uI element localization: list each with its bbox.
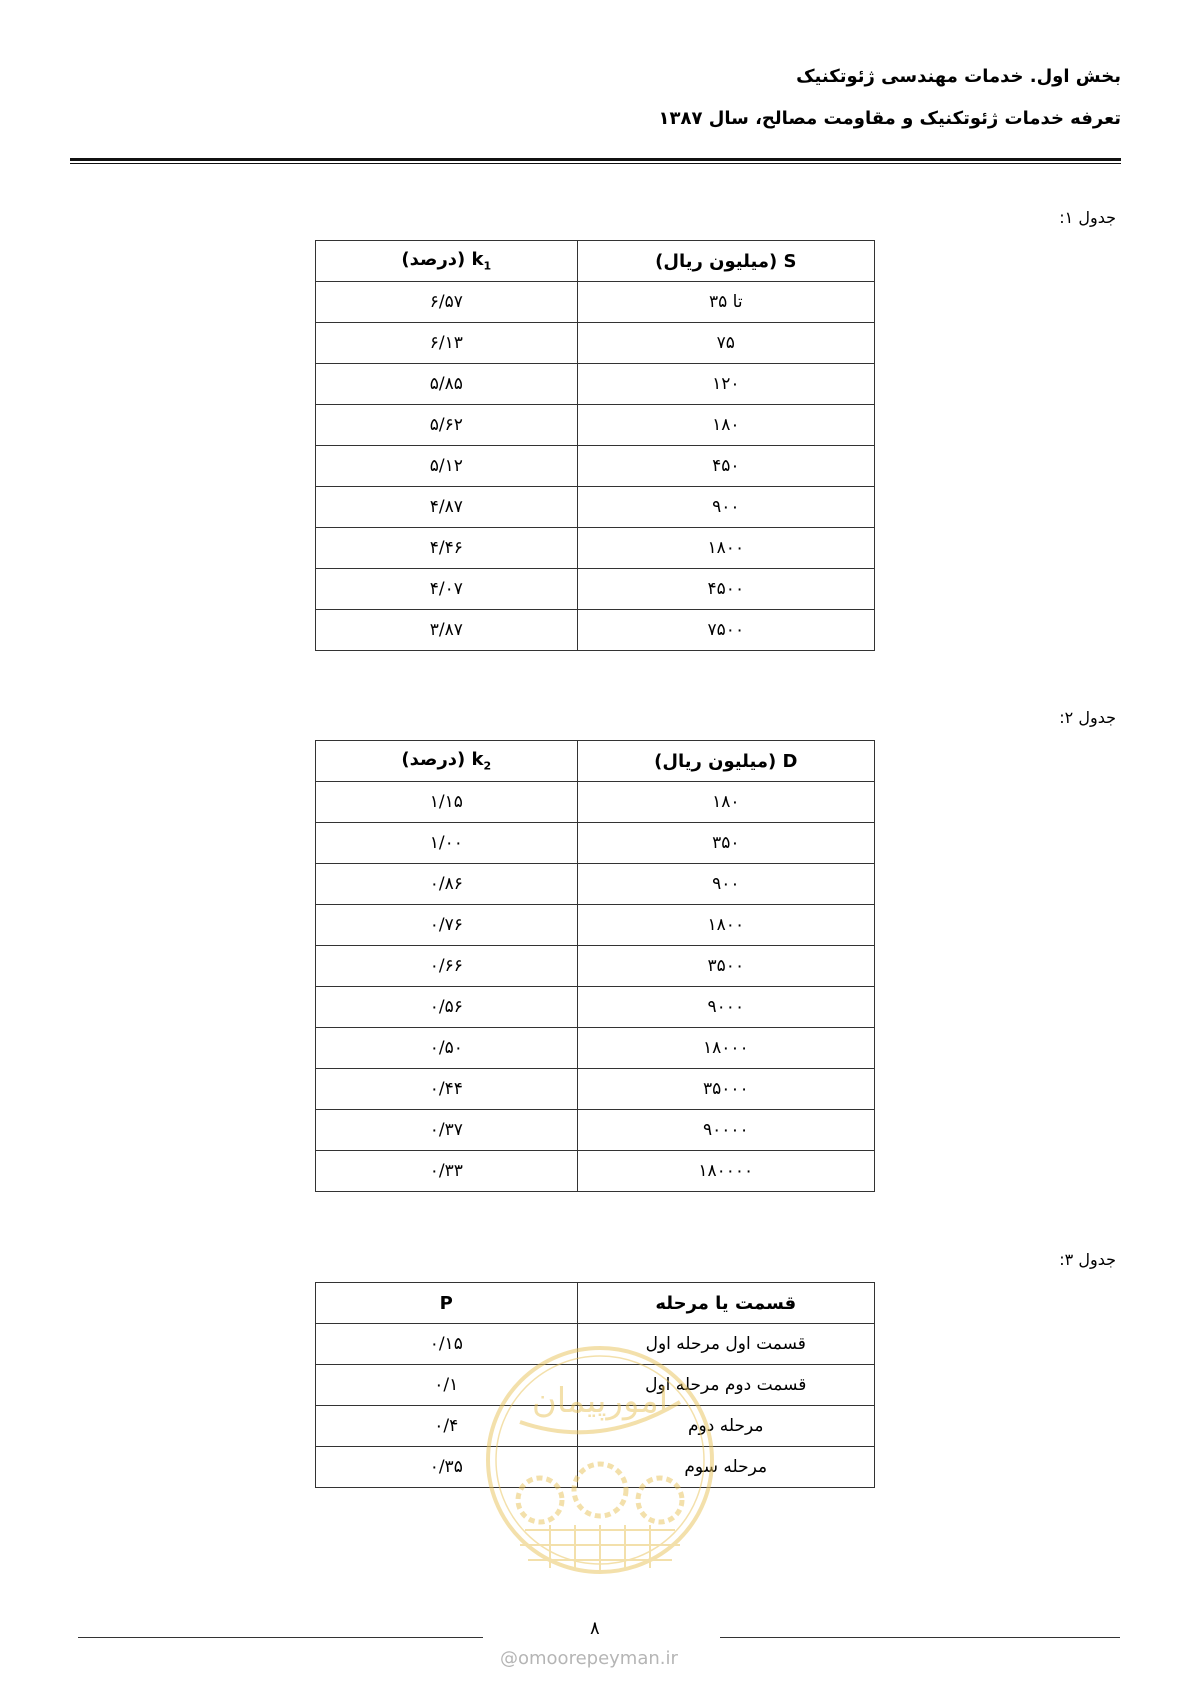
table-row <box>316 1028 875 1069</box>
unit-k2: (درصد) <box>401 749 466 771</box>
cell-s: ۴۵۰ <box>577 446 874 487</box>
section-title: بخش اول. خدمات مهندسی ژئوتکنیک <box>796 66 1121 87</box>
cell-k1: ۶/۱۳ <box>316 323 578 364</box>
table-row <box>316 1151 875 1192</box>
cell-d: ۱۸۰۰۰۰ <box>577 1151 874 1192</box>
cell-k2: ۰/۴۴ <box>316 1069 578 1110</box>
table2-caption: جدول ۲: <box>1059 708 1116 727</box>
cell-s: ۱۸۰ <box>577 405 874 446</box>
footer-rule-right <box>720 1637 1120 1638</box>
table-row <box>316 905 875 946</box>
cell-p: ۰/۱۵ <box>316 1324 578 1365</box>
table-row <box>316 487 875 528</box>
table-row <box>316 528 875 569</box>
cell-k1: ۴/۴۶ <box>316 528 578 569</box>
cell-k2: ۰/۳۷ <box>316 1110 578 1151</box>
table-row <box>316 782 875 823</box>
unit-k1: (درصد) <box>401 249 466 271</box>
cell-d: ۳۵۰۰ <box>577 946 874 987</box>
table-row <box>316 946 875 987</box>
unit-d: (میلیون ریال) <box>654 750 777 772</box>
cell-stage: قسمت اول مرحله اول <box>577 1324 874 1365</box>
cell-k1: ۳/۸۷ <box>316 610 578 651</box>
table-row <box>316 282 875 323</box>
cell-s: ۱۲۰ <box>577 364 874 405</box>
cell-k2: ۱/۱۵ <box>316 782 578 823</box>
table2-header-k2 <box>316 741 578 782</box>
cell-k1: ۶/۵۷ <box>316 282 578 323</box>
watermark-site-url: @omoorepeyman.ir <box>500 1648 678 1669</box>
var-k1: $k_1$ <box>471 249 492 273</box>
cell-k2: ۰/۵۰ <box>316 1028 578 1069</box>
cell-s: تا ۳۵ <box>577 282 874 323</box>
table-row <box>316 405 875 446</box>
var-d: D <box>782 750 798 772</box>
cell-d: ۹۰۰۰۰ <box>577 1110 874 1151</box>
cell-d: ۳۵۰۰۰ <box>577 1069 874 1110</box>
table2 <box>315 740 875 1192</box>
table3-header-p: P <box>316 1283 578 1324</box>
cell-k2: ۰/۳۳ <box>316 1151 578 1192</box>
table-row <box>316 569 875 610</box>
footer-rule-left <box>78 1637 483 1638</box>
var-s: S <box>783 250 797 272</box>
cell-k2: ۰/۸۶ <box>316 864 578 905</box>
table-row <box>316 1110 875 1151</box>
cell-k2: ۱/۰۰ <box>316 823 578 864</box>
var-k2: $k_2$ <box>471 749 492 773</box>
table1-header-row <box>316 241 875 282</box>
unit-s: (میلیون ریال) <box>655 250 778 272</box>
page-header <box>121 62 1121 134</box>
cell-d: ۳۵۰ <box>577 823 874 864</box>
table-row <box>316 987 875 1028</box>
cell-d: ۹۰۰ <box>577 864 874 905</box>
cell-k1: ۵/۱۲ <box>316 446 578 487</box>
cell-s: ۷۵۰۰ <box>577 610 874 651</box>
table3-header-row <box>316 1283 875 1324</box>
table-row <box>316 1069 875 1110</box>
table1-caption: جدول ۱: <box>1059 208 1116 227</box>
cell-d: ۱۸۰۰۰ <box>577 1028 874 1069</box>
header-rule-thin <box>70 163 1121 164</box>
document-title: تعرفه خدمات ژئوتکنیک و مقاومت مصالح، سال ۱۳۸۷ <box>658 108 1121 129</box>
cell-s: ۱۸۰۰ <box>577 528 874 569</box>
cell-stage: قسمت دوم مرحله اول <box>577 1365 874 1406</box>
cell-k1: ۴/۸۷ <box>316 487 578 528</box>
cell-k2: ۰/۷۶ <box>316 905 578 946</box>
cell-s: ۷۵ <box>577 323 874 364</box>
table2-header-d <box>577 741 874 782</box>
cell-s: ۴۵۰۰ <box>577 569 874 610</box>
cell-d: ۹۰۰۰ <box>577 987 874 1028</box>
cell-d: ۱۸۰ <box>577 782 874 823</box>
cell-k1: ۵/۶۲ <box>316 405 578 446</box>
table-row <box>316 864 875 905</box>
table3-caption: جدول ۳: <box>1059 1250 1116 1269</box>
cell-p: ۰/۴ <box>316 1406 578 1447</box>
table1 <box>315 240 875 651</box>
table-row <box>316 823 875 864</box>
page-number: ۸ <box>590 1618 600 1639</box>
table-row <box>316 446 875 487</box>
table2-header-row <box>316 741 875 782</box>
table3-header-stage: قسمت یا مرحله <box>577 1283 874 1324</box>
cell-k1: ۵/۸۵ <box>316 364 578 405</box>
cell-s: ۹۰۰ <box>577 487 874 528</box>
cell-k2: ۰/۵۶ <box>316 987 578 1028</box>
cell-p: ۰/۳۵ <box>316 1447 578 1488</box>
table-row <box>316 323 875 364</box>
table1-header-s <box>577 241 874 282</box>
cell-stage: مرحله سوم <box>577 1447 874 1488</box>
watermark-seal-icon <box>480 1330 720 1590</box>
cell-stage: مرحله دوم <box>577 1406 874 1447</box>
cell-k2: ۰/۶۶ <box>316 946 578 987</box>
table-row <box>316 364 875 405</box>
cell-d: ۱۸۰۰ <box>577 905 874 946</box>
cell-k1: ۴/۰۷ <box>316 569 578 610</box>
table1-header-k1 <box>316 241 578 282</box>
watermark-text: امورپیمان <box>531 1381 669 1421</box>
table-row <box>316 610 875 651</box>
cell-p: ۰/۱ <box>316 1365 578 1406</box>
header-rule <box>70 158 1121 161</box>
